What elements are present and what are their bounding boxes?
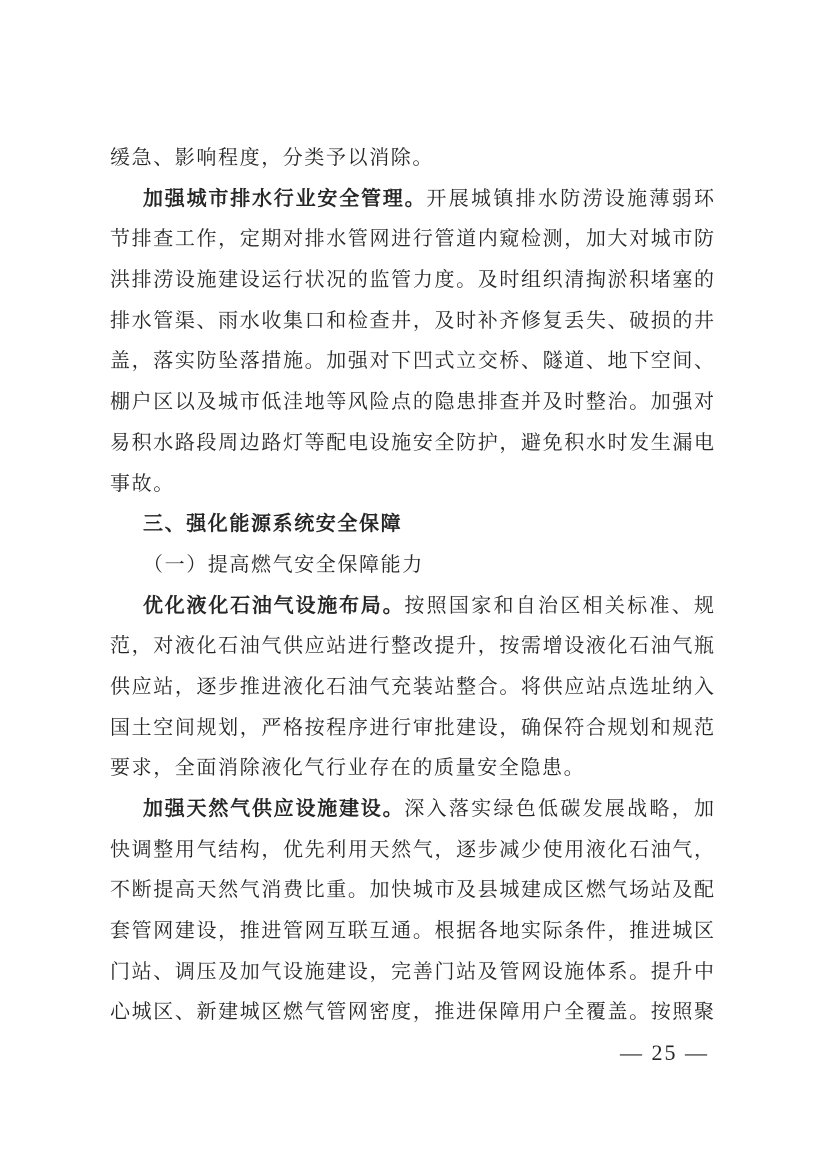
paragraph-line: 门站、调压及加气设施建设，完善门站及管网设施体系。提升中	[110, 958, 715, 983]
paragraph-line: 盖，落实防坠落措施。加强对下凹式立交桥、隧道、地下空间、	[110, 348, 715, 373]
paragraph-line: 要求，全面消除液化气行业存在的质量安全隐患。	[110, 755, 586, 780]
paragraph-line: 缓急、影响程度，分类予以消除。	[110, 145, 434, 169]
paragraph-line: 不断提高天然气消费比重。加快城市及县城建成区燃气场站及配	[110, 877, 715, 902]
page-number: — 25 —	[620, 1040, 709, 1065]
paragraph-lead: 加强城市排水行业安全管理。	[143, 185, 427, 210]
paragraph-line: 洪排涝设施建设运行状况的监管力度。及时组织清掏淤积堵塞的	[110, 267, 715, 292]
paragraph-line: 供应站，逐步推进液化石油气充装站整合。将供应站点选址纳入	[110, 673, 715, 698]
paragraph-line: 排水管渠、雨水收集口和检查井，及时补齐修复丢失、破损的井	[110, 307, 715, 332]
paragraph-line: 快调整用气结构，优先利用天然气，逐步减少使用液化石油气，	[110, 836, 715, 861]
paragraph-line: 节排查工作，定期对排水管网进行管道内窥检测，加大对城市防	[110, 226, 715, 251]
paragraph-line: 套管网建设，推进管网互联互通。根据各地实际条件，推进城区	[110, 918, 715, 943]
paragraph-line: 范，对液化石油气供应站进行整改提升，按需增设液化石油气瓶	[110, 633, 715, 658]
paragraph-text: 开展城镇排水防涝设施薄弱环	[426, 185, 716, 210]
section-heading: 三、强化能源系统安全保障	[143, 511, 403, 536]
paragraph-first-line	[110, 788, 715, 829]
paragraph-line: 易积水路段周边路灯等配电设施安全防护，避免积水时发生漏电	[110, 429, 715, 454]
document-body	[110, 137, 715, 1032]
paragraph-first-line	[110, 178, 715, 219]
subsection-heading: （一）提高燃气安全保障能力	[143, 551, 424, 576]
paragraph-line: 事故。	[110, 470, 175, 495]
paragraph-line: 国土空间规划，严格按程序进行审批建设，确保符合规划和规范	[110, 714, 715, 739]
paragraph-text: 按照国家和自治区相关标准、规	[404, 592, 716, 617]
paragraph-line: 心城区、新建城区燃气管网密度，推进保障用户全覆盖。按照聚	[110, 999, 715, 1024]
paragraph-line: 棚户区以及城市低洼地等风险点的隐患排查并及时整治。加强对	[110, 389, 715, 414]
paragraph-lead: 优化液化石油气设施布局。	[143, 592, 405, 617]
paragraph-text: 深入落实绿色低碳发展战略，加	[404, 796, 716, 820]
paragraph-first-line	[110, 585, 715, 626]
paragraph-lead: 加强天然气供应设施建设。	[143, 796, 405, 820]
